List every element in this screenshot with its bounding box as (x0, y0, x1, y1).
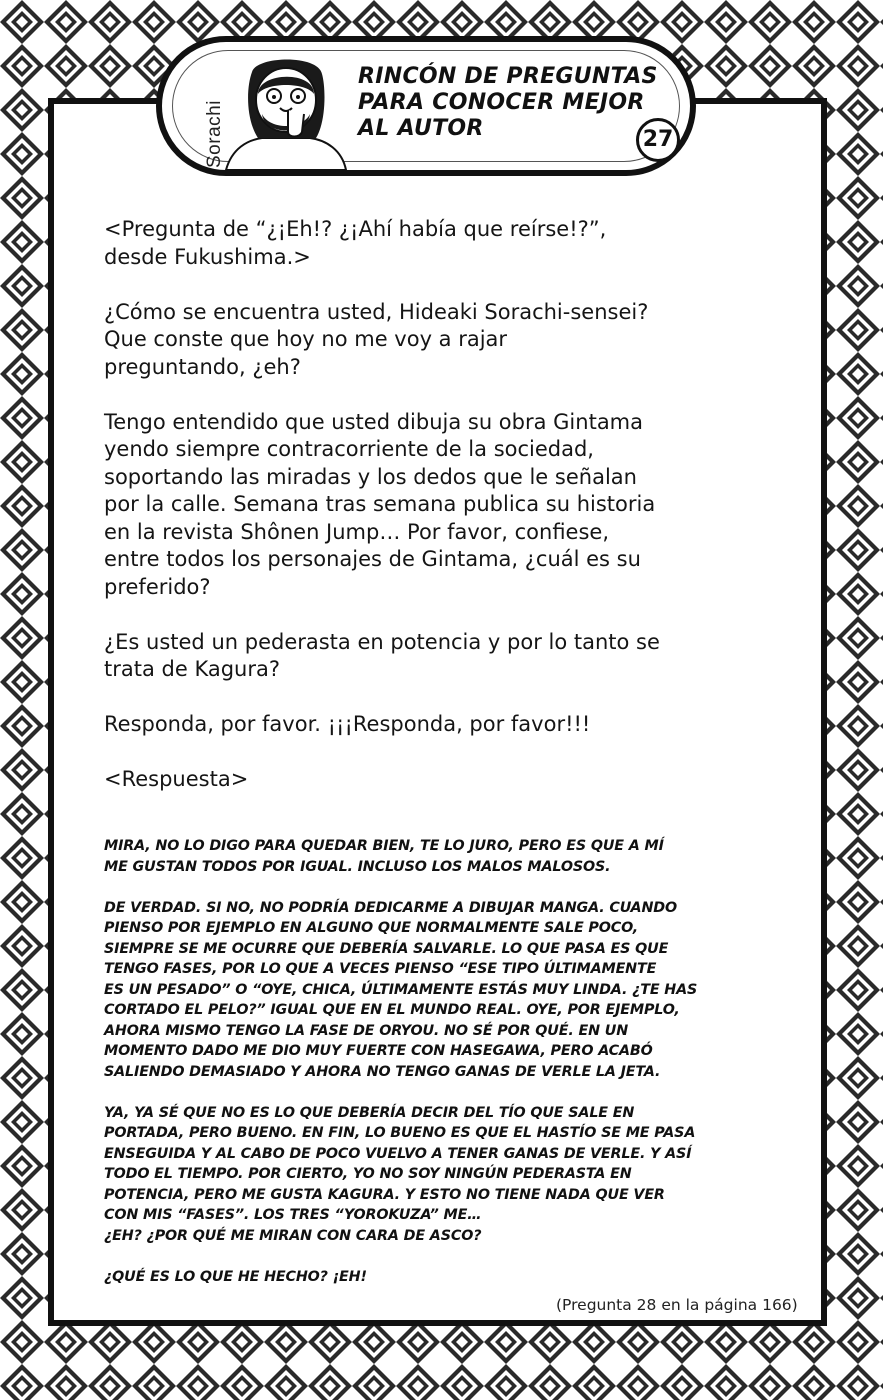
page-title (358, 64, 658, 142)
answer-paragraph: MIRA, NO LO DIGO PARA QUEDAR BIEN, TE LO JURO, PERO ES QUE A MÍ ME GUSTAN TODOS POR IGUAL. INCLUSO LOS MALOS MALOSOS. (104, 838, 664, 875)
question-paragraph: ¿Cómo se encuentra usted, Hideaki Sorachi-sensei? Que conste que hoy no me voy a rajar preguntando, ¿eh? (104, 299, 649, 379)
answer-section (104, 836, 744, 1308)
title-line: PARA CONOCER MEJOR (358, 90, 645, 115)
author-label: Sorachi (204, 100, 225, 168)
answer-paragraph: DE VERDAD. SI NO, NO PODRÍA DEDICARME A DIBUJAR MANGA. CUANDO PIENSO POR EJEMPLO EN ALGUNO QUE NORMALMENTE SALE POCO, SIEMPRE SE ME OCURRE QUE DEBERÍA SALVARLE. LO QUE PASA ES QUE TENGO FASES, POR LO QUE A VECES PIENSO “ESE TIPO ÚLTIMAMENTE ES UN PESADO” O “OYE, CHICA, ÚLTIMAMENTE ESTÁS MUY LINDA. ¿TE HAS CORTADO EL PELO?” IGUAL QUE EN EL MUNDO REAL. OYE, POR EJEMPLO, AHORA MISMO TENGO LA FASE DE ORYOU. NO SÉ POR QUÉ. EN UN MOMENTO DADO ME DIO MUY FUERTE CON HASEGAWA, PERO ACABÓ SALIENDO DEMASIADO Y AHORA NO TENGO GANAS DE VERLE LA JETA. (104, 899, 698, 1080)
title-line: AL AUTOR (358, 116, 484, 141)
question-paragraph: ¿Es usted un pederasta en potencia y por lo tanto se trata de Kagura? (104, 629, 660, 681)
answer-heading: <Respuesta> (104, 767, 249, 791)
next-question-footnote: (Pregunta 28 en la página 166) (556, 1296, 798, 1314)
question-paragraph: <Pregunta de “¿¡Eh!? ¿¡Ahí había que reírse!?”, desde Fukushima.> (104, 217, 607, 269)
answer-paragraph: YA, YA SÉ QUE NO ES LO QUE DEBERÍA DECIR DEL TÍO QUE SALE EN PORTADA, PERO BUENO. EN FIN, LO BUENO ES QUE EL HASTÍO SE ME PASA ENSEGUIDA Y AL CABO DE POCO VUELVO A TENER GANAS DE VERLE. Y ASÍ TODO EL TIEMPO. POR CIERTO, YO NO SOY NINGÚN PEDERASTA EN POTENCIA, PERO ME GUSTA KAGURA. Y ESTO NO TIENE NADA QUE VER CON MIS “FASES”. LOS TRES “YOROKUZA” ME… ¿EH? ¿POR QUÉ ME MIRAN CON CARA DE ASCO? (104, 1104, 696, 1244)
title-line: RINCÓN DE PREGUNTAS (358, 64, 658, 89)
answer-paragraph: ¿QUÉ ES LO QUE HE HECHO? ¡EH! (104, 1268, 367, 1285)
question-number-badge: 27 (636, 118, 680, 162)
question-paragraph: Responda, por favor. ¡¡¡Responda, por favor!!! (104, 712, 591, 736)
author-portrait-icon (222, 52, 350, 170)
question-paragraph: Tengo entendido que usted dibuja su obra Gintama yendo siempre contracorriente de la sociedad, soportando las miradas y los dedos que le señalan por la calle. Semana tras semana publica su historia en la revista Shônen Jump… Por favor, confiese, entre todos los personajes de Gintama, ¿cuál es su preferido? (104, 409, 656, 599)
question-section (104, 216, 804, 821)
